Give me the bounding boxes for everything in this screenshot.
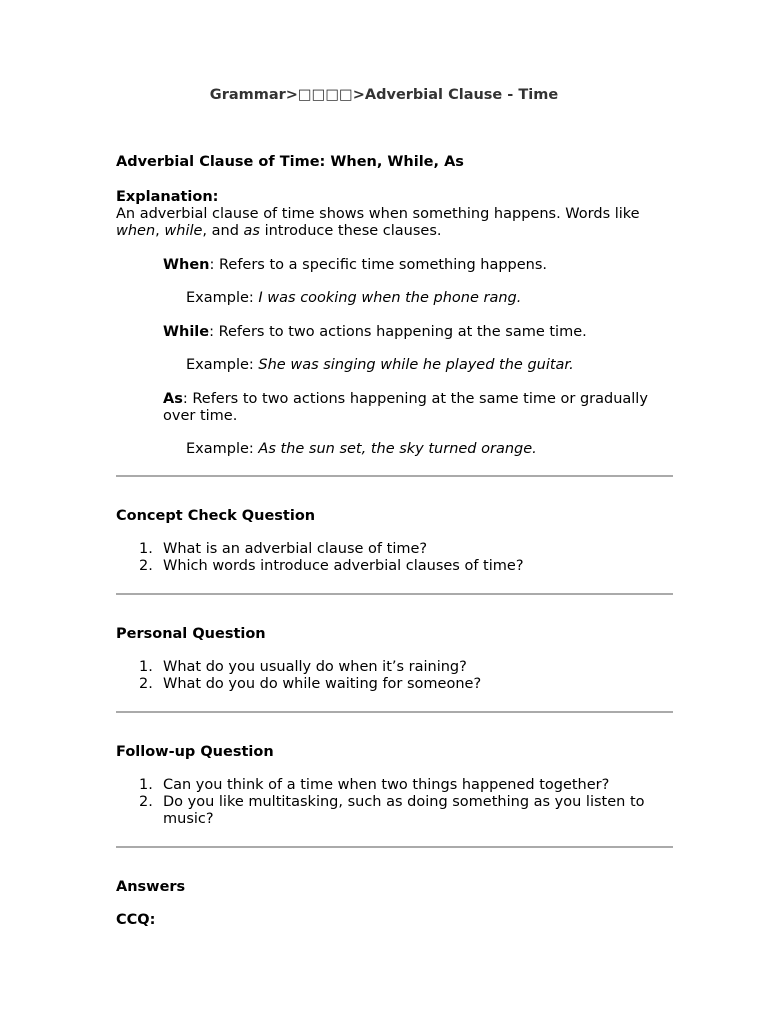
term-as — [163, 391, 676, 425]
lesson-content — [116, 154, 676, 929]
personal-list — [116, 659, 676, 693]
example-as — [186, 441, 676, 458]
term-when — [163, 257, 676, 274]
question-text: What do you do while waiting for someone? — [163, 676, 482, 692]
list-number: 1. — [139, 541, 153, 557]
term-definition: : Refers to two actions happening at the same time. — [209, 324, 587, 340]
list-number: 1. — [139, 659, 153, 675]
example-label: Example: — [186, 357, 259, 373]
ccq-answers-label: CCQ: — [116, 912, 156, 928]
explanation-heading: Explanation: — [116, 189, 219, 205]
list-item — [116, 541, 676, 558]
list-number: 2. — [139, 676, 153, 692]
ccq-heading: Concept Check Question — [116, 508, 316, 524]
example-when — [186, 290, 676, 307]
example-sentence: She was singing while he played the guitar. — [258, 357, 574, 373]
question-text: What is an adverbial clause of time? — [163, 541, 428, 557]
breadcrumb: Grammar>□□□□>Adverbial Clause - Time — [209, 87, 559, 103]
question-text: What do you usually do when it’s raining? — [163, 659, 467, 675]
term-name: When — [163, 257, 210, 273]
list-number: 1. — [139, 777, 153, 793]
list-item — [116, 794, 676, 828]
list-item — [116, 777, 676, 794]
question-text: Do you like multitasking, such as doing something as you listen to music? — [163, 794, 645, 827]
example-label: Example: — [186, 441, 259, 457]
explanation-text-part: An adverbial clause of time shows when something happens. Words like — [116, 206, 640, 222]
answers-heading: Answers — [116, 879, 186, 895]
example-while — [186, 357, 676, 374]
personal-heading: Personal Question — [116, 626, 266, 642]
section-divider — [116, 711, 673, 713]
example-sentence: As the sun set, the sky turned orange. — [258, 441, 537, 457]
keyword-when: when — [116, 223, 156, 239]
question-text: Which words introduce adverbial clauses of time? — [163, 558, 524, 574]
ccq-list — [116, 541, 676, 575]
example-label: Example: — [186, 290, 259, 306]
list-item — [116, 558, 676, 575]
list-number: 2. — [139, 558, 153, 574]
explanation-text-part: introduce these clauses. — [259, 223, 442, 239]
keyword-as: as — [243, 223, 260, 239]
question-text: Can you think of a time when two things happened together? — [163, 777, 610, 793]
explanation-text — [116, 206, 676, 240]
explanation-text-part: , and — [202, 223, 244, 239]
keyword-while: while — [164, 223, 203, 239]
term-definition: : Refers to two actions happening at the same time or gradually over time. — [163, 391, 648, 424]
lesson-title: Adverbial Clause of Time: When, While, As — [116, 154, 464, 170]
term-while — [163, 324, 676, 341]
followup-list — [116, 777, 676, 828]
term-name: While — [163, 324, 210, 340]
followup-heading: Follow-up Question — [116, 744, 274, 760]
example-sentence: I was cooking when the phone rang. — [258, 290, 522, 306]
term-name: As — [163, 391, 183, 407]
section-divider — [116, 846, 673, 848]
list-number: 2. — [139, 794, 153, 810]
term-definition: : Refers to a specific time something happens. — [209, 257, 548, 273]
section-divider — [116, 475, 673, 477]
list-item — [116, 676, 676, 693]
explanation-text-part: , — [155, 223, 165, 239]
list-item — [116, 659, 676, 676]
section-divider — [116, 593, 673, 595]
